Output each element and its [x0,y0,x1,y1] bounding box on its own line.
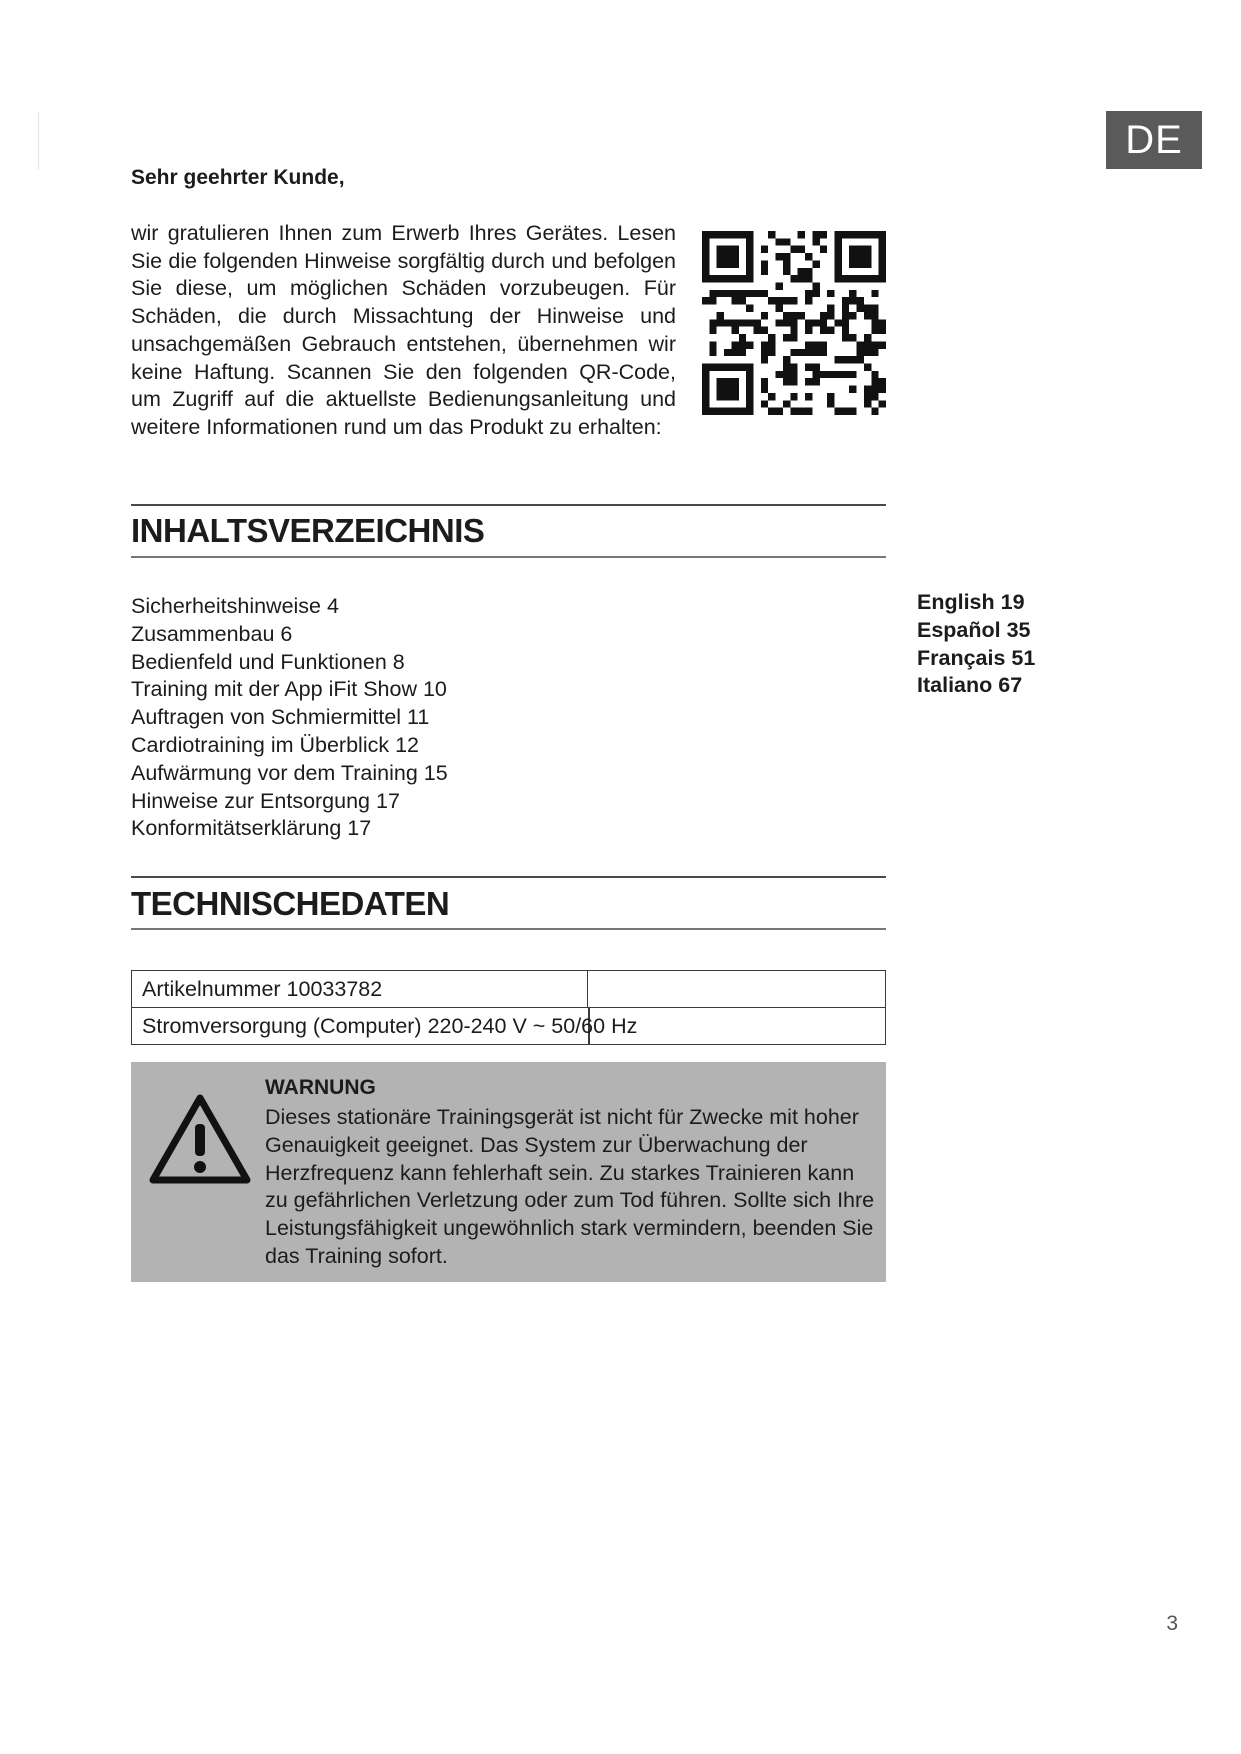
spec-row [132,1008,886,1045]
qr-code-icon[interactable] [702,231,886,415]
language-index [917,589,1035,700]
language-link-italian[interactable]: Italiano 67 [917,673,1023,698]
toc-item[interactable]: Bedienfeld und Funktionen 8 [131,649,405,674]
toc-item[interactable]: Auftragen von Schmiermittel 11 [131,705,430,730]
intro-paragraph: wir gratulieren Ihnen zum Erwerb Ihres Gerätes. Lesen Sie die folgenden Hinweise sorgfältig durch und befolgen Sie diese, um möglichen Schäden vorzubeugen. Für Schäden, die durch Missachtung der Hinweise und unsachgemäßen Gebrauch entstehen, übernehmen wir keine Haftung. Scannen Sie den folgenden QR-Code, um Zugriff auf die aktuellste Bedienungsanleitung und weitere Informationen rund um das Produkt zu erhalten: [131,221,676,439]
spec-table [131,970,886,1045]
warning-box [131,1062,886,1282]
spec-value: Stromversorgung (Computer) 220-240 V ~ 50/60 Hz [142,1013,638,1038]
spec-cell-empty [588,971,886,1008]
language-link-french[interactable]: Français 51 [917,645,1036,670]
warning-text: Dieses stationäre Trainingsgerät ist nicht für Zwecke mit hoher Genauigkeit geeignet. Das System zur Überwachung der Herzfrequenz kann fehlerhaft sein. Zu starkes Trainieren kann zu gefährlichen Verletzung oder zum Tod führen. Sollte sich Ihre Leistungsfähigkeit ungewöhnlich stark vermindern, beenden Sie das Training sofort. [265,1105,875,1268]
specs-title: TECHNISCHEDATEN [131,885,450,922]
spec-cell: Artikelnummer 10033782 [132,971,588,1008]
warning-title: WARNUNG [265,1076,376,1099]
toc-title: INHALTSVERZEICHNIS [131,512,485,549]
language-link-english[interactable]: English 19 [917,590,1025,614]
toc-item[interactable]: Training mit der App iFit Show 10 [131,677,447,702]
divider [131,928,886,930]
greeting: Sehr geehrter Kunde, [131,166,345,189]
toc-list [131,593,448,843]
toc-item[interactable]: Cardiotraining im Überblick 12 [131,732,419,757]
divider [131,504,886,506]
toc-item[interactable]: Hinweise zur Entsorgung 17 [131,788,400,813]
toc-item[interactable]: Konformitätserklärung 17 [131,816,372,841]
warning-triangle-icon [147,1092,253,1186]
language-tab: DE [1106,111,1202,169]
toc-item[interactable]: Aufwärmung vor dem Training 15 [131,760,448,785]
toc-item[interactable]: Sicherheitshinweise 4 [131,594,339,618]
toc-item[interactable]: Zusammenbau 6 [131,621,293,646]
margin-line [38,112,39,170]
spec-cell [132,1008,886,1045]
language-link-spanish[interactable]: Español 35 [917,617,1031,642]
page-number: 3 [1166,1612,1178,1635]
divider [131,556,886,558]
divider [131,876,886,878]
spec-row [132,971,886,1008]
